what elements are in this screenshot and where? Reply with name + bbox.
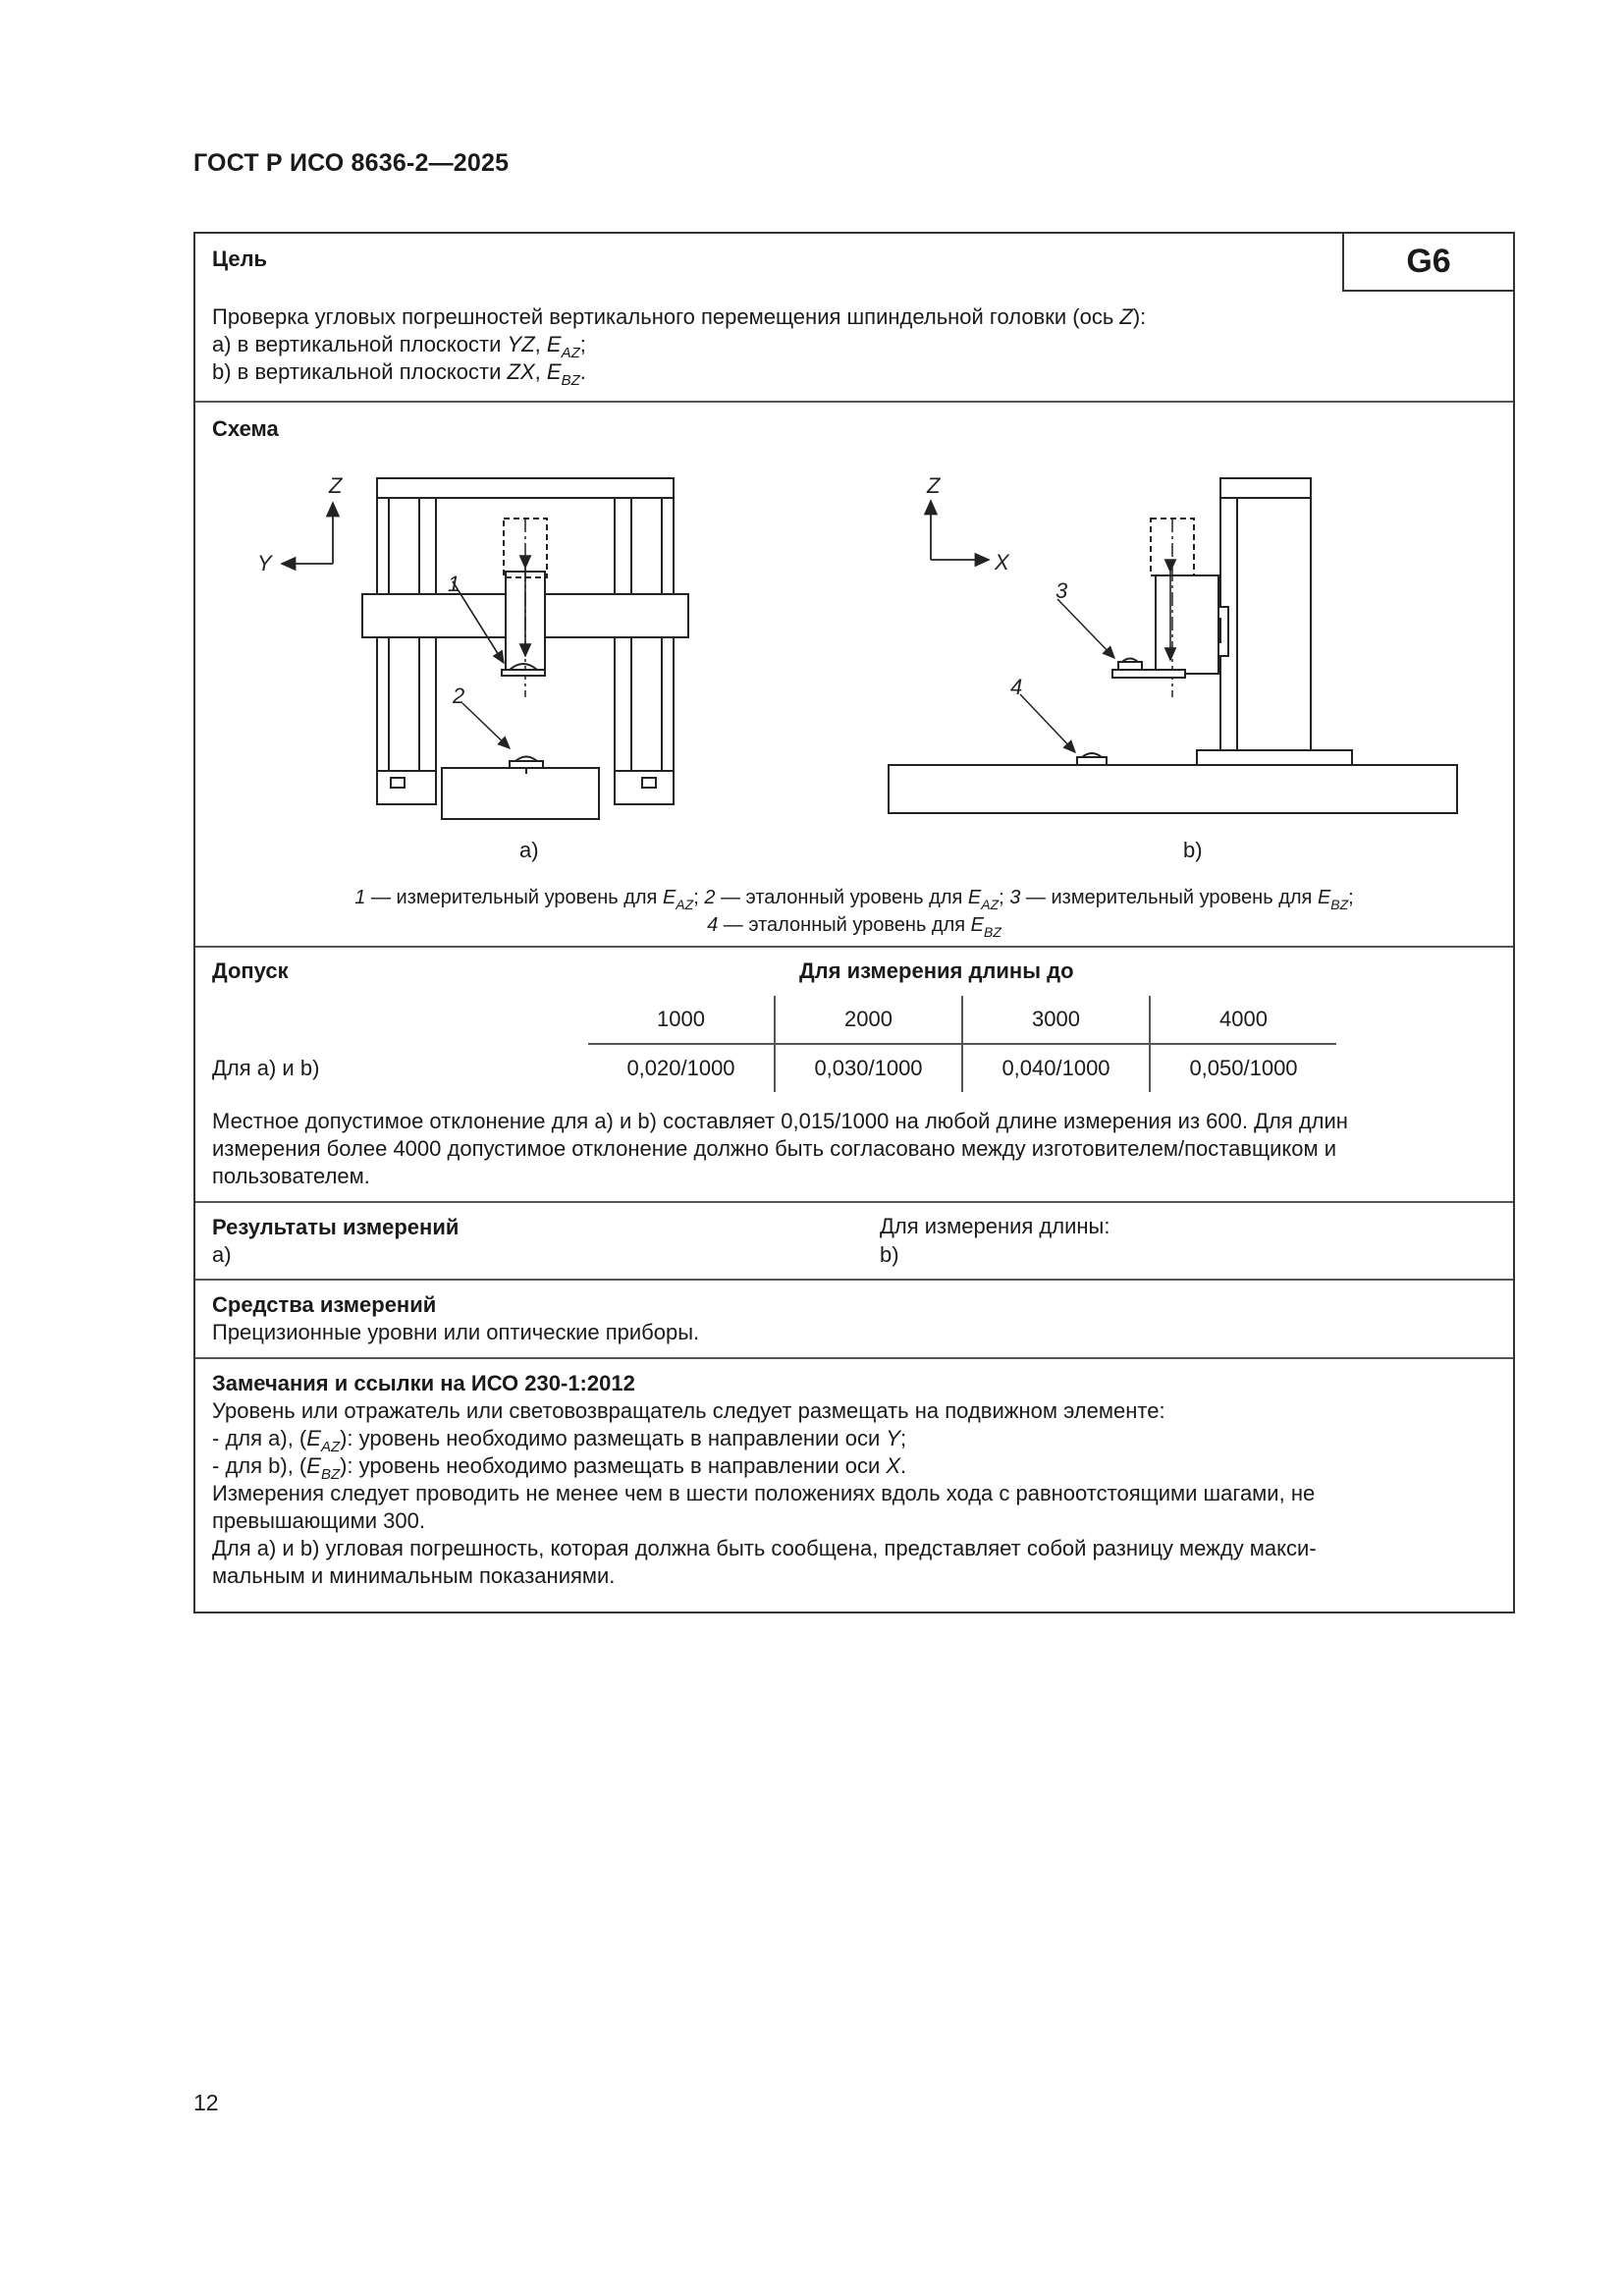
notes-title: Замечания и ссылки на ИСО 230-1:2012 [212, 1371, 635, 1395]
page-number: 12 [193, 2090, 219, 2115]
scheme-drawing [195, 403, 1513, 948]
tolerance-note-line1: Местное допустимое отклонение для а) и b) составляет 0,015/1000 на любой длине измерения из 600. Для длин [212, 1109, 1348, 1133]
notes-line1: Уровень или отражатель или световозвращатель следует размещать на подвижном элементе: [212, 1398, 1165, 1423]
scheme-legend-line1: 1 — измерительный уровень для $E_{AZ}$; 2 — эталонный уровень для $E_{AZ}$; 3 — измерительный уровень для $E_{BZ}$; [354, 887, 1354, 912]
results-length-label: Для измерения длины: [880, 1214, 1110, 1238]
test-id-badge: G6 [1342, 232, 1515, 292]
test-sheet [193, 232, 1515, 1613]
length-cell: 1000 [588, 996, 775, 1044]
value-cell: 0,020/1000 [626, 1056, 735, 1080]
gantry-machine-drawing [362, 478, 688, 819]
axes-a [282, 503, 333, 564]
scheme-section [195, 403, 1513, 948]
tolerance-table [588, 996, 1336, 1092]
scheme-title: Схема [212, 416, 279, 441]
instruments-title: Средства измерений [212, 1292, 437, 1317]
tolerance-section [195, 948, 1513, 1203]
purpose-item-b: b) в вертикальной плоскости ZX, $E_{BZ}$. [212, 359, 586, 389]
length-cell: 4000 [1150, 996, 1336, 1044]
tolerance-heading: Для измерения длины до [799, 958, 1074, 983]
marker-1: 1 [448, 572, 460, 596]
axis-z-label-b: Z [927, 473, 941, 498]
scheme-legend-line2: 4 — эталонный уровень для $E_{BZ}$ [707, 914, 1001, 940]
marker-3: 3 [1055, 578, 1068, 603]
length-cell: 2000 [775, 996, 962, 1044]
purpose-text: Проверка угловых погрешностей вертикального перемещения шпиндельной головки (ось Z): [212, 304, 1147, 329]
notes-line6: Для а) и b) угловая погрешность, которая должна быть сообщена, представляет собой разницу между макси- [212, 1536, 1317, 1560]
instruments-section [195, 1281, 1513, 1359]
marker-2: 2 [453, 683, 465, 708]
notes-section [195, 1359, 1513, 1612]
axes-b [931, 501, 989, 560]
axis-y-label-a: Y [257, 551, 272, 575]
notes-line3: - для b), $(E_{BZ})$: уровень необходимо размещать в направлении оси X. [212, 1453, 907, 1483]
tolerance-row-label: Для а) и b) [212, 1056, 320, 1080]
notes-line4: Измерения следует проводить не менее чем в шести положениях вдоль хода с равноотстоящими шагами, не [212, 1481, 1316, 1505]
purpose-section [195, 234, 1513, 403]
notes-line7: мальным и минимальным показаниями. [212, 1563, 616, 1588]
results-title: Результаты измерений [212, 1215, 460, 1239]
tolerance-values-row [588, 1044, 1336, 1092]
tolerance-note-line3: пользователем. [212, 1164, 370, 1188]
tolerance-lengths-row [588, 996, 1336, 1044]
caption-b: b) [1183, 838, 1203, 862]
tolerance-note-line2: измерения более 4000 допустимое отклонение должно быть согласовано между изготовителем/поставщиком и [212, 1136, 1337, 1161]
tolerance-title: Допуск [212, 958, 289, 983]
length-cell: 3000 [962, 996, 1150, 1044]
purpose-item-a: а) в вертикальной плоскости YZ, $E_{AZ}$; [212, 332, 586, 361]
marker-4: 4 [1010, 675, 1023, 699]
column-machine-drawing [889, 478, 1457, 813]
instruments-text: Прецизионные уровни или оптические приборы. [212, 1320, 700, 1344]
document-header: ГОСТ Р ИСО 8636-2—2025 [193, 149, 510, 177]
notes-line2: - для а), $(E_{AZ})$: уровень необходимо размещать в направлении оси Y; [212, 1426, 907, 1455]
results-a: а) [212, 1242, 232, 1267]
purpose-title: Цель [212, 246, 268, 271]
value-cell: 0,050/1000 [1150, 1044, 1336, 1092]
notes-line5: превышающими 300. [212, 1508, 426, 1533]
results-section [195, 1203, 1513, 1281]
axis-z-label-a: Z [329, 473, 343, 498]
axis-x-label-b: X [995, 550, 1009, 574]
results-b: b) [880, 1242, 899, 1267]
value-cell: 0,040/1000 [962, 1044, 1150, 1092]
caption-a: а) [519, 838, 539, 862]
value-cell: 0,030/1000 [775, 1044, 962, 1092]
